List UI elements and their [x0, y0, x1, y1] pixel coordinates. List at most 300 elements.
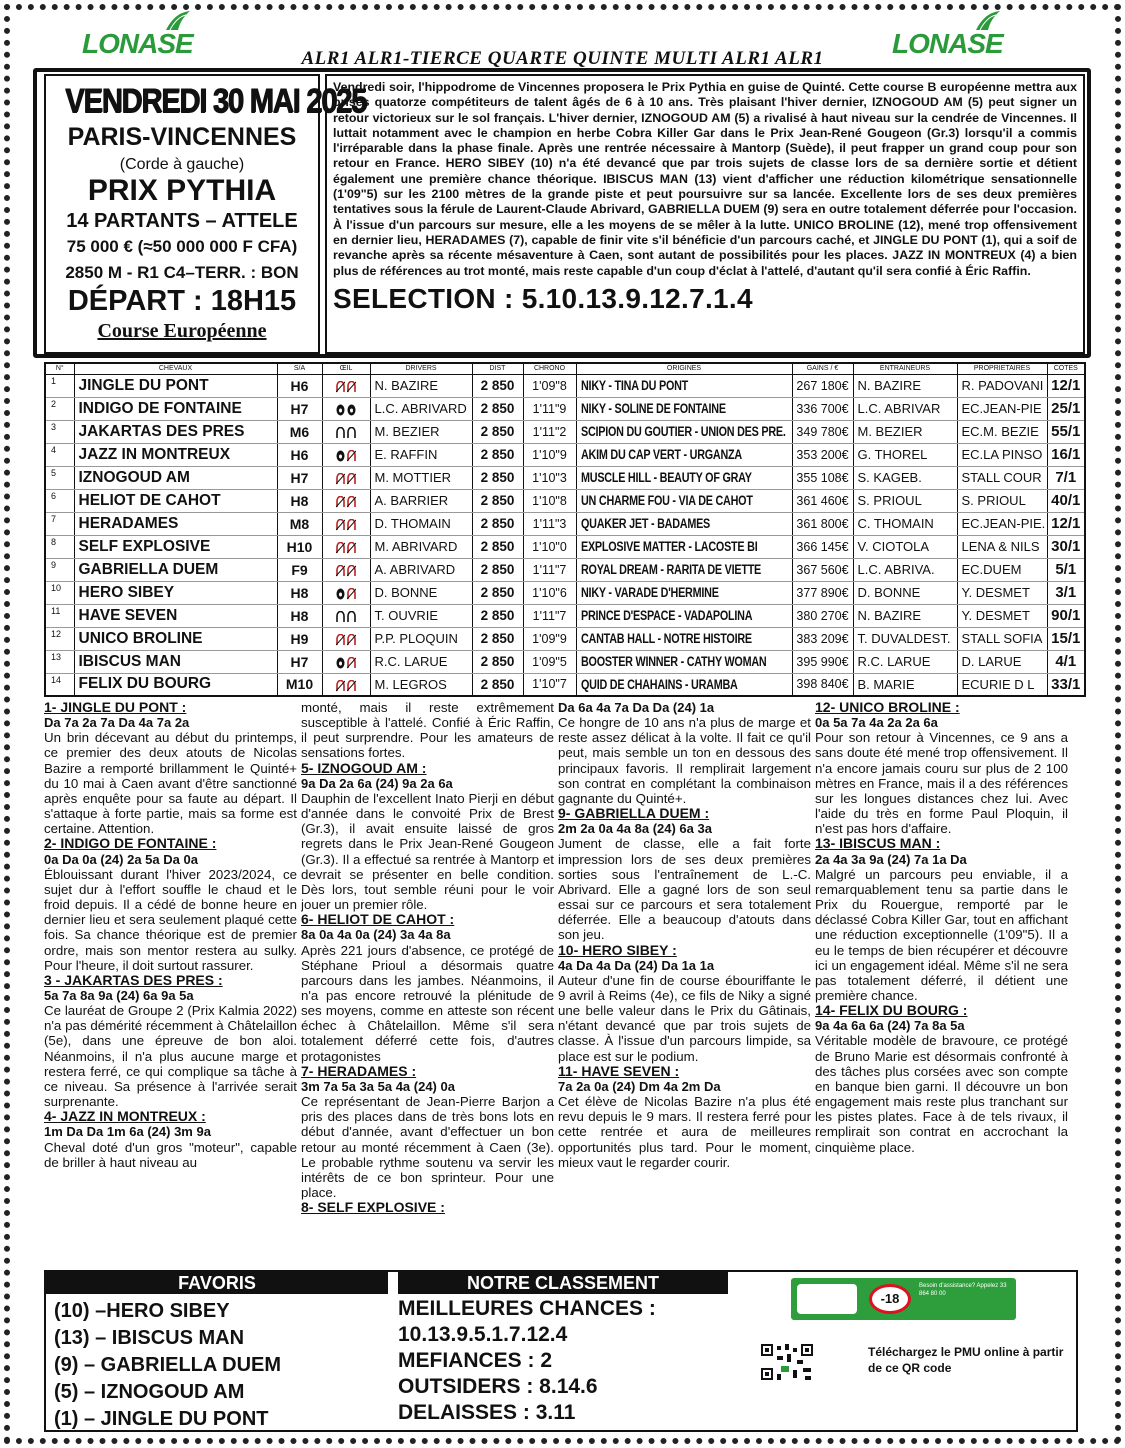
- cell-horse: HERO SIBEY: [74, 581, 277, 604]
- table-row: [45, 489, 1085, 512]
- race-name: PRIX PYTHIA: [87, 174, 277, 207]
- unshod-icon: [336, 496, 345, 508]
- cell-num: 14: [45, 673, 74, 696]
- cell-oeil: [322, 512, 370, 535]
- unshod-icon: [347, 634, 356, 646]
- cell-cote: 4/1: [1047, 650, 1085, 673]
- cell-driver: A. ABRIVARD: [370, 558, 472, 581]
- cell-sa: H8: [277, 581, 322, 604]
- table-row: [45, 650, 1085, 673]
- cell-origin: [576, 581, 792, 604]
- column-header: GAINS / €: [792, 363, 853, 374]
- cell-chrono: 1'11"9: [523, 397, 576, 420]
- classement-list: [398, 1296, 728, 1426]
- unshod-icon: [347, 588, 356, 600]
- comment-horse-name: 7- HERADAMES :: [301, 1062, 417, 1079]
- cell-sa: H8: [277, 604, 322, 627]
- table-row: [45, 374, 1085, 397]
- comment-form-line: 1m Da Da 1m 6a (24) 3m 9a: [44, 1124, 211, 1140]
- comment-horse-name: 3 - JAKARTAS DES PRES :: [44, 971, 223, 988]
- cell-chrono: 1'11"3: [523, 512, 576, 535]
- column-header: DIST: [472, 363, 523, 374]
- comment-form-line: 5a 7a 8a 9a (24) 6a 9a 5a: [44, 987, 194, 1003]
- cell-origin: [576, 466, 792, 489]
- cell-driver: T. OUVRIE: [370, 604, 472, 627]
- comment-text: Ce représentant de Jean-Pierre Barjon a pris des places dans de très bons lots en début d'année, avant d'effectuer un bon retour au monté récemment à Caen (3e). Le probable rythme soutenu va servir les intérêts de ce bon sprinteur. Pour une place.: [301, 1094, 554, 1200]
- cell-origin: [576, 627, 792, 650]
- origin-text: NIKY - SOLINE DE FONTAINE: [580, 401, 726, 416]
- qr-download-text: Téléchargez le PMU online à partir de ce QR code: [868, 1345, 1064, 1375]
- cell-chrono: 1'10"9: [523, 443, 576, 466]
- unshod-icon: [347, 657, 356, 669]
- cell-driver: L.C. ABRIVARD: [370, 397, 472, 420]
- track-direction: (Corde à gauche): [119, 156, 245, 173]
- comment-text: monté, mais il reste extrêmement susceptible à l'attelé. Confié à Éric Raffin, il peut surprendre. Pour les amateurs de sensations fortes.: [301, 700, 554, 761]
- plate-shoe-icon: [336, 588, 345, 600]
- cell-gains: 353 200€: [792, 443, 853, 466]
- plate-shoe-icon: [347, 404, 356, 416]
- race-distance: 2850 M - R1 C4–TERR. : BON: [65, 263, 299, 282]
- cell-num: 12: [45, 627, 74, 650]
- cell-cote: 25/1: [1047, 397, 1085, 420]
- unshod-icon: [336, 565, 345, 577]
- comment-text: Ce lauréat de Groupe 2 (Prix Kalmia 2022) n'a pas démérité récemment à Châtelaillon (5e), dans une épreuve de bon aloi. Néanmoins, il n'a plus aucune marge et restera ferré, ce qui complique sa tâche à ce niveau. Sa présence à l'arrivée serait surprenante.: [44, 1003, 297, 1110]
- origin-text: QUID DE CHAHAINS - URAMBA: [580, 676, 738, 692]
- cell-oeil: [322, 489, 370, 512]
- cell-trainer: N. BAZIRE: [853, 374, 957, 397]
- cell-sa: F9: [277, 558, 322, 581]
- cell-owner: LENA & NILS: [957, 535, 1047, 558]
- unshod-icon: [336, 680, 345, 692]
- cell-cote: 33/1: [1047, 673, 1085, 696]
- cell-gains: 267 180€: [792, 374, 853, 397]
- table-row: [45, 512, 1085, 535]
- cell-driver: D. BONNE: [370, 581, 472, 604]
- age-restriction-badge: -18: [869, 1284, 911, 1314]
- selection: SELECTION : 5.10.13.9.12.7.1.4: [333, 282, 753, 314]
- column-header: S/A: [277, 363, 322, 374]
- comment-text: Malgré un parcours peu enviable, il a remarquablement tenu sa partie dans le Prix du Rouergue, remporté par le déclassé Cobra Killer Gar, tout en affichant une réduction exceptionnelle (1'09"5). Il a eu le temps de bien récupérer et découvre ici un engagement idéal. Même s'il ne sera pas totalement déferré, il détient une première chance.: [815, 866, 1068, 1003]
- unshod-icon: [336, 519, 345, 531]
- column-header: N°: [45, 363, 74, 374]
- cell-chrono: 1'10"6: [523, 581, 576, 604]
- cell-gains: 361 460€: [792, 489, 853, 512]
- comment-horse-name: 14- FELIX DU BOURG :: [815, 1002, 968, 1019]
- cell-driver: M. LEGROS: [370, 673, 472, 696]
- cell-owner: EC.JEAN-PIE.: [957, 512, 1047, 535]
- cell-oeil: [322, 627, 370, 650]
- cell-gains: 377 890€: [792, 581, 853, 604]
- cell-oeil: [322, 673, 370, 696]
- qr-code-icon[interactable]: [759, 1342, 815, 1382]
- cell-num: 1: [45, 374, 74, 397]
- cell-chrono: 1'10"3: [523, 466, 576, 489]
- column-header: PROPRIETAIRES: [957, 363, 1047, 374]
- logo-text: LONASE: [82, 28, 193, 59]
- unshod-icon: [347, 680, 356, 692]
- favori-item: (13) – IBISCUS MAN: [54, 1327, 245, 1349]
- cell-gains: 367 560€: [792, 558, 853, 581]
- cell-cote: 3/1: [1047, 581, 1085, 604]
- cell-gains: 349 780€: [792, 420, 853, 443]
- table-row: [45, 535, 1085, 558]
- origin-text: MUSCLE HILL - BEAUTY OF GRAY: [580, 470, 752, 485]
- cell-dist: 2 850: [472, 673, 523, 696]
- cell-chrono: 1'11"7: [523, 604, 576, 627]
- cell-num: 9: [45, 558, 74, 581]
- favoris-list: [54, 1298, 384, 1433]
- cell-owner: Y. DESMET: [957, 581, 1047, 604]
- plate-shoe-icon: [336, 657, 345, 669]
- favori-item: (1) – JINGLE DU PONT: [54, 1408, 269, 1430]
- origin-text: AKIM DU CAP VERT - URGANZA: [580, 447, 742, 462]
- comment-horse-name: 4- JAZZ IN MONTREUX :: [44, 1108, 206, 1125]
- responsible-gaming-banner: [791, 1278, 1016, 1320]
- cell-horse: JAZZ IN MONTREUX: [74, 443, 277, 466]
- cell-owner: STALL SOFIA: [957, 627, 1047, 650]
- comment-text: Éblouissant durant l'hiver 2023/2024, ce sujet dur à l'effort souffle le chaud et le froid depuis. Il a cédé de bonne heure en dernier lieu et sera seulement plaqué cette fois. Sa chance théorique est de premier ordre, mais son mentor restera au sulky. Pour l'heure, il doit surtout rassurer.: [44, 866, 297, 973]
- cell-chrono: 1'10"0: [523, 535, 576, 558]
- column-header: COTES: [1047, 363, 1085, 374]
- cell-trainer: V. CIOTOLA: [853, 535, 957, 558]
- cell-sa: H10: [277, 535, 322, 558]
- comment-text: Véritable modèle de bravoure, ce protégé de Bruno Marie est désormais confronté à des tâches plus corsées avec son compte en banque bien garni. Il découvre un bon engagement mais reste plus tranchant sur les pistes plates. Face à de tels rivaux, il remplirait son contrat en accrochant la cinquième place.: [815, 1033, 1068, 1155]
- cell-oeil: [322, 466, 370, 489]
- shod-icon: [336, 611, 345, 623]
- runners-count: 14 PARTANTS – ATTELE: [66, 210, 298, 232]
- cell-horse: JAKARTAS DES PRES: [74, 420, 277, 443]
- shod-icon: [347, 427, 356, 439]
- unshod-icon: [347, 519, 356, 531]
- comment-form-line: 3m 7a 5a 3a 5a 4a (24) 0a: [301, 1078, 455, 1094]
- cell-cote: 12/1: [1047, 512, 1085, 535]
- cell-trainer: G. THOREL: [853, 443, 957, 466]
- cell-owner: EC.DUEM: [957, 558, 1047, 581]
- cell-dist: 2 850: [472, 466, 523, 489]
- classement-item: OUTSIDERS : 8.14.6: [398, 1375, 598, 1398]
- comment-horse-name: 2- INDIGO DE FONTAINE :: [44, 835, 217, 852]
- comment-text: Jument de classe, elle a fait forte impression lors de ses deux premières sorties sous l'entraînement de L.-C. Abrivard. Elle a gagné lors de son seul essai sur ce parcours et sera totalement déferrée. Elle a beaucoup d'atouts dans son jeu.: [558, 836, 811, 943]
- favoris-title: FAVORIS: [46, 1272, 388, 1294]
- cell-num: 2: [45, 397, 74, 420]
- comment-form-line: 2m 2a 0a 4a 8a (24) 6a 3a: [558, 821, 712, 837]
- helpline-text: Besoin d'assistance? Appelez 33 864 80 00: [919, 1283, 1007, 1297]
- cell-oeil: [322, 650, 370, 673]
- cell-sa: H7: [277, 397, 322, 420]
- classement-item: 10.13.9.5.1.7.12.4: [398, 1323, 568, 1346]
- cell-origin: [576, 558, 792, 581]
- summary-box: [44, 1270, 1078, 1432]
- cell-driver: M. ABRIVARD: [370, 535, 472, 558]
- cell-origin: [576, 650, 792, 673]
- origin-text: UN CHARME FOU - VIA DE CAHOT: [580, 493, 753, 508]
- cell-driver: A. BARRIER: [370, 489, 472, 512]
- comment-form-line: 0a Da 0a (24) 2a 5a Da 0a: [44, 851, 198, 867]
- table-row: [45, 627, 1085, 650]
- cell-owner: EC.M. BEZIE: [957, 420, 1047, 443]
- classement-item: DELAISSES : 3.11: [398, 1401, 576, 1424]
- comment-horse-name: 10- HERO SIBEY :: [558, 941, 677, 958]
- comment-text: Dauphin de l'excellent Inato Pierji en début d'année dans le convoité Prix de Brest (Gr.3), il avait ensuite laissé de gros regrets dans le Prix Jean-René Gougeon (Gr.3). Il a effectué sa rentrée à Mantorp et devrait se présenter en belle condition. Dès lors, tout semble réuni pour le voir jouer un premier rôle.: [301, 790, 554, 913]
- comments-column-3: [558, 700, 811, 1268]
- origin-text: PRINCE D'ESPACE - VADAPOLINA: [580, 608, 752, 623]
- cell-driver: P.P. PLOQUIN: [370, 627, 472, 650]
- classement-item: MEILLEURES CHANCES :: [398, 1297, 656, 1320]
- cell-trainer: M. BEZIER: [853, 420, 957, 443]
- comment-form-line: 9a Da 2a 6a (24) 9a 2a 6a: [301, 775, 453, 791]
- cell-gains: 398 840€: [792, 673, 853, 696]
- cell-owner: Y. DESMET: [957, 604, 1047, 627]
- cell-oeil: [322, 397, 370, 420]
- cell-owner: ECURIE D L: [957, 673, 1047, 696]
- origin-text: EXPLOSIVE MATTER - LACOSTE BI: [580, 539, 757, 554]
- unshod-icon: [347, 450, 356, 462]
- cell-trainer: C. THOMAIN: [853, 512, 957, 535]
- cell-num: 8: [45, 535, 74, 558]
- table-header-row: [45, 363, 1085, 374]
- origin-text: CANTAB HALL - NOTRE HISTOIRE: [580, 631, 752, 646]
- cell-num: 4: [45, 443, 74, 466]
- cell-oeil: [322, 374, 370, 397]
- cell-gains: 380 270€: [792, 604, 853, 627]
- comment-form-line: Da 6a 4a 7a Da Da (24) 1a: [558, 700, 715, 715]
- runners-table: [44, 362, 1086, 697]
- cell-oeil: [322, 581, 370, 604]
- cell-sa: H6: [277, 374, 322, 397]
- cell-horse: FELIX DU BOURG: [74, 673, 277, 696]
- favori-item: (9) – GABRIELLA DUEM: [54, 1354, 282, 1376]
- table-row: [45, 604, 1085, 627]
- horse-comments: [44, 700, 1084, 1268]
- comment-horse-name: 8- SELF EXPLOSIVE :: [301, 1199, 445, 1216]
- cell-chrono: 1'11"2: [523, 420, 576, 443]
- unshod-icon: [347, 473, 356, 485]
- cell-dist: 2 850: [472, 558, 523, 581]
- comment-form-line: 4a Da 4a Da (24) Da 1a 1a: [558, 957, 715, 973]
- cell-driver: M. MOTTIER: [370, 466, 472, 489]
- cell-origin: [576, 374, 792, 397]
- cell-trainer: N. BAZIRE: [853, 604, 957, 627]
- unshod-icon: [336, 634, 345, 646]
- comment-text: Auteur d'une fin de course ébouriffante le 9 avril à Reims (4e), ce fils de Niky a signé une belle valeur dans le Prix du Gâtinais, n'étant devancé que par trois sujets de classe. À l'issue d'un parcours limpide, sa place est sur le podium.: [558, 972, 811, 1064]
- cell-horse: SELF EXPLOSIVE: [74, 535, 277, 558]
- cell-cote: 5/1: [1047, 558, 1085, 581]
- cell-gains: 336 700€: [792, 397, 853, 420]
- cell-dist: 2 850: [472, 512, 523, 535]
- bet-types-banner: ALR1 ALR1-TIERCE QUARTE QUINTE MULTI ALR1 ALR1: [301, 48, 824, 69]
- race-date: VENDREDI 30 MAI 2025: [65, 82, 366, 120]
- cell-cote: 90/1: [1047, 604, 1085, 627]
- logo-text: LONASE: [892, 28, 1003, 59]
- comment-horse-name: 1- JINGLE DU PONT :: [44, 700, 187, 715]
- cell-origin: [576, 673, 792, 696]
- cell-owner: R. PADOVANI: [957, 374, 1047, 397]
- cell-oeil: [322, 535, 370, 558]
- race-preview-panel: [325, 74, 1085, 354]
- cell-horse: INDIGO DE FONTAINE: [74, 397, 277, 420]
- table-row: [45, 420, 1085, 443]
- column-header: CHRONO: [523, 363, 576, 374]
- column-header: CHEVAUX: [74, 363, 277, 374]
- comment-horse-name: 11- HAVE SEVEN :: [558, 1062, 680, 1079]
- cell-origin: [576, 535, 792, 558]
- comment-text: Un brin décevant au début du printemps, ce premier des deux atouts de Nicolas Bazire a remporté brillamment le Quinté+ du 10 mai à Caen avant d'être sanctionné après enquête pour sa faute au départ. Il s'attaque à forte partie, mais sa forme est certaine. Attention.: [44, 730, 297, 837]
- cell-owner: EC.JEAN-PIE: [957, 397, 1047, 420]
- cell-sa: H6: [277, 443, 322, 466]
- unshod-icon: [347, 542, 356, 554]
- cell-cote: 55/1: [1047, 420, 1085, 443]
- cell-horse: HAVE SEVEN: [74, 604, 277, 627]
- table-row: [45, 673, 1085, 696]
- classement-item: MEFIANCES : 2: [398, 1349, 553, 1372]
- cell-gains: 383 209€: [792, 627, 853, 650]
- start-time: DÉPART : 18H15: [67, 285, 297, 317]
- column-header: ORIGINES: [576, 363, 792, 374]
- unshod-icon: [336, 381, 345, 393]
- cell-driver: M. BEZIER: [370, 420, 472, 443]
- cell-dist: 2 850: [472, 397, 523, 420]
- cell-chrono: 1'09"5: [523, 650, 576, 673]
- cell-num: 13: [45, 650, 74, 673]
- cell-dist: 2 850: [472, 374, 523, 397]
- cell-owner: D. LARUE: [957, 650, 1047, 673]
- cell-owner: STALL COUR: [957, 466, 1047, 489]
- unshod-icon: [336, 542, 345, 554]
- lonase-badge-icon: [797, 1284, 857, 1314]
- shod-icon: [347, 611, 356, 623]
- comment-text: Ce hongre de 10 ans n'a plus de marge et reste assez délicat à la volte. Il fait ce qu'il peut, mais semble un ton en dessous des principaux favoris. Il remplirait largement son contrat en complétant la combinaison gagnante du Quinté+.: [558, 715, 811, 806]
- plate-shoe-icon: [336, 450, 345, 462]
- cell-trainer: L.C. ABRIVA.: [853, 558, 957, 581]
- cell-dist: 2 850: [472, 627, 523, 650]
- favori-item: (5) – IZNOGOUD AM: [54, 1381, 245, 1403]
- cell-gains: 355 108€: [792, 466, 853, 489]
- table-row: [45, 443, 1085, 466]
- cell-origin: [576, 443, 792, 466]
- comment-text: Après 221 jours d'absence, ce protégé de Stéphane Prioul a désormais quatre parcours dans les jambes. Néanmoins, il n'a pas encore retrouvé la plénitude de ses moyens, comme en atteste son récent échec à Châtelaillon. Même s'il sera totalement déferré cette fois, d'autres protagonistes: [301, 942, 554, 1064]
- cell-oeil: [322, 604, 370, 627]
- cell-cote: 7/1: [1047, 466, 1085, 489]
- cell-num: 10: [45, 581, 74, 604]
- cell-num: 6: [45, 489, 74, 512]
- cell-dist: 2 850: [472, 489, 523, 512]
- origin-text: NIKY - TINA DU PONT: [580, 378, 688, 393]
- race-purse: 75 000 € (≈50 000 000 F CFA): [66, 237, 298, 256]
- comment-text: Cet élève de Nicolas Bazire n'a plus été revu depuis le 9 mars. Il restera ferré pour cette rentrée et aura de meilleures opportunités plus tard. Pour le moment, mieux vaut le regarder courir.: [558, 1094, 811, 1170]
- race-venue: PARIS-VINCENNES: [67, 123, 297, 151]
- cell-cote: 15/1: [1047, 627, 1085, 650]
- cell-horse: JINGLE DU PONT: [74, 374, 277, 397]
- cell-dist: 2 850: [472, 443, 523, 466]
- unshod-icon: [336, 473, 345, 485]
- cell-gains: 361 800€: [792, 512, 853, 535]
- cell-oeil: [322, 558, 370, 581]
- origin-text: BOOSTER WINNER - CATHY WOMAN: [580, 654, 766, 669]
- cell-cote: 12/1: [1047, 374, 1085, 397]
- cell-dist: 2 850: [472, 420, 523, 443]
- classement-title: NOTRE CLASSEMENT: [398, 1272, 728, 1294]
- comment-horse-name: 13- IBISCUS MAN :: [815, 835, 941, 852]
- origin-text: NIKY - VARADE D'HERMINE: [580, 585, 719, 600]
- comments-column-1: [44, 700, 297, 1268]
- comment-form-line: 7a 2a 0a (24) Dm 4a 2m Da: [558, 1078, 721, 1094]
- cell-sa: H9: [277, 627, 322, 650]
- table-row: [45, 466, 1085, 489]
- cell-sa: H7: [277, 650, 322, 673]
- comment-text: Pour son retour à Vincennes, ce 9 ans a sans doute été mené trop offensivement. Il n'a encore jamais couru sur plus de 2 100 mètres en France, mais il a des références sur les longues distances chez lui. Avec l'aide du très en forme Paul Ploquin, il n'est pas hors d'affaire.: [815, 730, 1068, 837]
- plate-shoe-icon: [336, 404, 345, 416]
- cell-driver: D. THOMAIN: [370, 512, 472, 535]
- unshod-icon: [347, 565, 356, 577]
- cell-horse: HERADAMES: [74, 512, 277, 535]
- cell-num: 11: [45, 604, 74, 627]
- cell-trainer: S. KAGEB.: [853, 466, 957, 489]
- cell-sa: H7: [277, 466, 322, 489]
- comment-horse-name: 5- IZNOGOUD AM :: [301, 759, 427, 776]
- race-preview-text: Vendredi soir, l'hippodrome de Vincennes proposera le Prix Pythia en guise de Quinté. Cette course B européenne mettra aux prises quatorze compétiteurs de talent âgés de 6 à 10 ans. Très plaisant l'hiver dernier, IZNOGOUD AM (5) peut signer un retour victorieux sur le sol français. L'hiver dernier, IZNOGOUD AM (5) a rivalisé à haut niveau sur la cendrée de Vincennes. Il luttait notamment avec le champion en herbe Cobra Killer Gar dans le Prix Jean-René Gougeon (Gr.3) lorsqu'il a commis l'irréparable dans la phase finale. Après une rentrée nécessaire à Mantorp (Suède), il peut frapper un grand coup pour son retour en France. HERO SIBEY (10) n'a été devancé que par trois sujets de classe lors de sa dernière sortie et détient également une première chance théorique. IBISCUS MAN (13) vient d'afficher une réduction kilométrique sensationnelle (1'09"5) sur les 2100 mètres de la grande piste et peut poursuivre sur sa lancée. Excellente lors de ses deux premières tentatives sous la férule de Laurent-Claude Abrivard, GABRIELLA DUEM (9) sera en outre totalement déferrée pour l'occasion. À l'issue d'un parcours sur mesure, elle a les moyens de se mêler à la lutte. UNICO BROLINE (12), mené trop offensivement en dernier lieu, HERADAMES (7), capable de finir vite s'il bénéficie d'un parcours caché, et JINGLE DU PONT (1), qui a soif de revanche après sa récente mésaventure à Caen, sont autant de possibilités pour les places. JAZZ IN MONTREUX (4) a bien plus de références au trot monté, mais reste capable d'un coup d'éclat à l'attelé, d'autant qu'il sera confié à Éric Raffin.: [333, 80, 1077, 278]
- race-info-panel: [44, 74, 366, 354]
- favori-item: (10) –HERO SIBEY: [54, 1300, 230, 1322]
- comment-horse-name: 9- GABRIELLA DUEM :: [558, 805, 710, 822]
- cell-cote: 40/1: [1047, 489, 1085, 512]
- comments-column-4: [815, 700, 1068, 1268]
- cell-chrono: 1'09"8: [523, 374, 576, 397]
- column-header: ENTRAINEURS: [853, 363, 957, 374]
- cell-cote: 30/1: [1047, 535, 1085, 558]
- cell-oeil: [322, 443, 370, 466]
- cell-origin: [576, 420, 792, 443]
- comment-horse-name: 6- HELIOT DE CAHOT :: [301, 911, 455, 928]
- cell-origin: [576, 397, 792, 420]
- cell-num: 3: [45, 420, 74, 443]
- comment-form-line: 8a 0a 4a 0a (24) 3a 4a 8a: [301, 927, 451, 943]
- cell-driver: N. BAZIRE: [370, 374, 472, 397]
- cell-horse: GABRIELLA DUEM: [74, 558, 277, 581]
- comments-column-2: [301, 700, 554, 1268]
- cell-owner: S. PRIOUL: [957, 489, 1047, 512]
- column-header: DRIVERS: [370, 363, 472, 374]
- comment-text: Cheval doté d'un gros "moteur", capable de briller à haut niveau au: [44, 1139, 297, 1170]
- cell-origin: [576, 512, 792, 535]
- origin-text: ROYAL DREAM - RARITA DE VIETTE: [580, 562, 761, 577]
- unshod-icon: [347, 496, 356, 508]
- cell-trainer: L.C. ABRIVAR: [853, 397, 957, 420]
- cell-sa: M8: [277, 512, 322, 535]
- cell-horse: IBISCUS MAN: [74, 650, 277, 673]
- table-row: [45, 581, 1085, 604]
- table-row: [45, 397, 1085, 420]
- cell-dist: 2 850: [472, 535, 523, 558]
- cell-chrono: 1'10"7: [523, 673, 576, 696]
- cell-owner: EC.LA PINSO: [957, 443, 1047, 466]
- cell-origin: [576, 489, 792, 512]
- comment-form-line: 0a 5a 7a 4a 2a 2a 6a: [815, 715, 938, 731]
- cell-num: 7: [45, 512, 74, 535]
- cell-horse: IZNOGOUD AM: [74, 466, 277, 489]
- cell-cote: 16/1: [1047, 443, 1085, 466]
- comment-form-line: 2a 4a 3a 9a (24) 7a 1a Da: [815, 851, 967, 867]
- cell-gains: 395 990€: [792, 650, 853, 673]
- cell-trainer: S. PRIOUL: [853, 489, 957, 512]
- comment-form-line: 9a 4a 6a 6a (24) 7a 8a 5a: [815, 1018, 965, 1034]
- cell-num: 5: [45, 466, 74, 489]
- cell-dist: 2 850: [472, 604, 523, 627]
- cell-sa: M6: [277, 420, 322, 443]
- cell-driver: R.C. LARUE: [370, 650, 472, 673]
- unshod-icon: [347, 381, 356, 393]
- cell-driver: E. RAFFIN: [370, 443, 472, 466]
- comment-horse-name: 12- UNICO BROLINE :: [815, 700, 960, 715]
